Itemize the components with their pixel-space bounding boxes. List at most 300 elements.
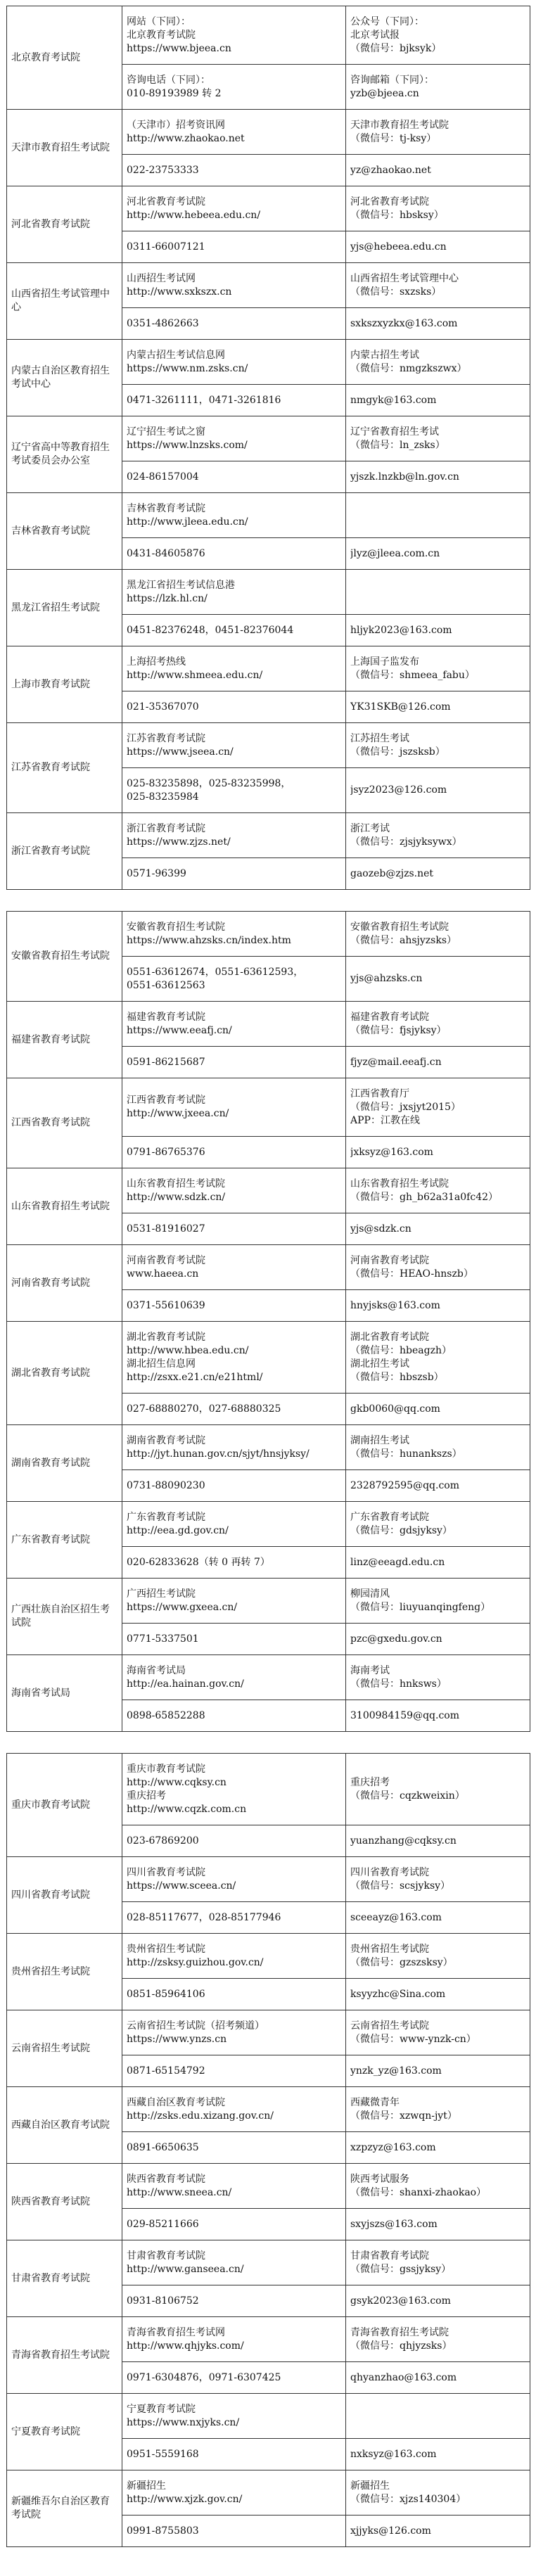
wechat-account-cell-line: 云南省招生考试院	[350, 2020, 429, 2032]
wechat-account-cell-line: APP：江教在线	[350, 1114, 420, 1126]
website-cell-line[interactable]: https://www.nm.zsks.cn/	[127, 362, 248, 374]
website-cell-line[interactable]: http://www.sneea.cn/	[127, 2186, 232, 2198]
institute-name: 青海省教育招生考试院	[7, 2317, 122, 2394]
website-cell[interactable]	[122, 2470, 346, 2516]
phone-cell	[122, 1137, 346, 1168]
website-cell-line[interactable]: 青海省教育招生考试网	[127, 2326, 225, 2338]
website-cell-line[interactable]: http://www.hebeea.edu.cn/	[127, 209, 261, 221]
website-cell-line[interactable]: http://www.cqksy.cn	[127, 1776, 226, 1788]
website-cell-line[interactable]: 湖北省教育考试院	[127, 1331, 205, 1343]
wechat-account-cell-line: 湖北省教育考试院	[350, 1331, 429, 1343]
website-cell-line[interactable]: http://www.sdzk.cn/	[127, 1191, 226, 1203]
table-row	[7, 2164, 530, 2209]
website-cell-line[interactable]: 四川省教育考试院	[127, 1866, 205, 1878]
email-cell[interactable]	[346, 538, 530, 570]
wechat-account-cell-line: （微信号：ln_zsks）	[350, 439, 445, 451]
wechat-account-cell-line: 甘肃省教育考试院	[350, 2250, 429, 2262]
website-cell-line[interactable]: 贵州省招生考试院	[127, 1943, 205, 1955]
wechat-account-cell-line: 辽宁省教育招生考试	[350, 426, 439, 438]
website-cell-line[interactable]: http://www.jxeea.cn/	[127, 1108, 229, 1119]
wechat-account-cell	[346, 1655, 530, 1700]
website-cell-line[interactable]: 上海招考热线	[127, 656, 186, 668]
institute-name: 广西壮族自治区招生考试院	[7, 1579, 122, 1655]
website-cell-line[interactable]: 西藏自治区教育考试院	[127, 2096, 225, 2108]
table-row	[7, 1579, 530, 1624]
email-cell[interactable]	[346, 2132, 530, 2164]
website-cell-line[interactable]: 内蒙古招生考试信息网	[127, 349, 225, 361]
website-cell-line[interactable]: https://www.gxeea.cn/	[127, 1601, 238, 1613]
email-cell-line[interactable]: yuanzhang@cqksy.cn	[350, 1835, 457, 1847]
email-cell[interactable]	[346, 1047, 530, 1078]
phone-cell-line: 0871-65154792	[127, 2065, 205, 2077]
wechat-account-cell	[346, 2317, 530, 2362]
website-cell[interactable]	[122, 723, 346, 768]
email-cell-line[interactable]: jxksyz@163.com	[350, 1146, 433, 1158]
email-cell-line[interactable]: nxksyz@163.com	[350, 2448, 437, 2460]
table-row	[7, 912, 530, 957]
website-cell[interactable]	[122, 912, 346, 957]
phone-cell	[122, 385, 346, 416]
table-row	[7, 1502, 530, 1547]
website-cell-line[interactable]: 重庆招考	[127, 1790, 166, 1802]
phone-cell-line: 0351-4862663	[127, 317, 199, 329]
email-cell[interactable]	[346, 2055, 530, 2087]
email-cell-line[interactable]: 2328792595@qq.com	[350, 1479, 459, 1491]
website-cell-line[interactable]: 辽宁招生考试之窗	[127, 426, 205, 438]
website-cell-line[interactable]: http://www.shmeea.edu.cn/	[127, 669, 263, 681]
website-cell[interactable]	[122, 1754, 346, 1825]
wechat-account-cell	[346, 263, 530, 308]
email-cell-line[interactable]: fjyz@mail.eeafj.cn	[350, 1056, 442, 1068]
website-cell-line[interactable]: 湖北招生信息网	[127, 1358, 196, 1370]
website-cell-line[interactable]: 江苏省教育考试院	[127, 732, 205, 744]
website-cell-line[interactable]: 北京教育考试院	[127, 29, 196, 41]
phone-cell-line: 023-67869200	[127, 1835, 199, 1847]
website-cell[interactable]	[122, 263, 346, 308]
wechat-account-cell	[346, 1857, 530, 1902]
email-cell-line[interactable]: sxyjszs@163.com	[350, 2218, 438, 2230]
phone-cell	[122, 538, 346, 570]
phone-cell	[122, 2209, 346, 2240]
website-cell-line[interactable]: http://eea.gd.gov.cn/	[127, 1524, 229, 1536]
institute-name: 安徽省教育招生考试院	[7, 912, 122, 1002]
email-cell-line[interactable]: yz@zhaokao.net	[350, 164, 431, 176]
email-cell[interactable]	[346, 1902, 530, 1934]
wechat-account-cell	[346, 186, 530, 231]
wechat-account-cell	[346, 416, 530, 461]
website-cell[interactable]	[122, 493, 346, 538]
email-cell[interactable]	[346, 385, 530, 416]
website-cell-line[interactable]: 陕西省教育考试院	[127, 2173, 205, 2185]
email-cell[interactable]	[346, 1394, 530, 1425]
table-row	[7, 813, 530, 858]
table-row	[7, 110, 530, 155]
phone-cell	[122, 615, 346, 646]
directory-table	[6, 1753, 530, 2547]
website-cell-line[interactable]: 宁夏教育考试院	[127, 2403, 196, 2415]
wechat-account-cell-line: （微信号：HEAO-hnszb）	[350, 1268, 473, 1280]
website-cell[interactable]	[122, 1322, 346, 1394]
website-cell[interactable]	[122, 2240, 346, 2285]
email-cell[interactable]	[346, 957, 530, 1002]
email-cell[interactable]	[346, 615, 530, 646]
email-cell-line[interactable]: yjs@hebeea.edu.cn	[350, 241, 447, 253]
institute-name: 海南省考试局	[7, 1655, 122, 1732]
wechat-account-cell-line: （微信号：hbszsb）	[350, 1371, 444, 1383]
email-cell[interactable]	[346, 2516, 530, 2547]
institute-name: 湖南省教育考试院	[7, 1425, 122, 1502]
table-row	[7, 2470, 530, 2516]
website-cell[interactable]	[122, 2317, 346, 2362]
table-row	[7, 723, 530, 768]
wechat-account-cell-line: 山西省招生考试管理中心	[350, 272, 459, 284]
table-row	[7, 493, 530, 538]
phone-cell-line: 0971-6304876，0971-6307425	[127, 2371, 281, 2383]
institute-name: 上海市教育考试院	[7, 646, 122, 723]
email-cell-line[interactable]: gsyk2023@163.com	[350, 2295, 451, 2307]
institute-name: 宁夏教育考试院	[7, 2394, 122, 2470]
website-cell-line[interactable]: http://zsxx.e21.cn/e21html/	[127, 1371, 263, 1383]
website-cell-line[interactable]: https://www.sceea.cn/	[127, 1880, 236, 1892]
wechat-account-cell-line: 湖北招生考试	[350, 1358, 409, 1370]
institute-name: 浙江省教育考试院	[7, 813, 122, 890]
wechat-account-cell	[346, 1078, 530, 1137]
wechat-account-cell-line: 贵州省招生考试院	[350, 1943, 429, 1955]
phone-cell-line: 0898-65852288	[127, 1709, 205, 1721]
table-row	[7, 646, 530, 691]
email-cell[interactable]	[346, 2439, 530, 2470]
phone-cell-line: 0531-81916027	[127, 1223, 205, 1235]
website-cell[interactable]	[122, 1168, 346, 1213]
website-cell-line[interactable]: http://jyt.hunan.gov.cn/sjyt/hnsjyksy/	[127, 1448, 310, 1460]
wechat-account-cell	[346, 1425, 530, 1470]
phone-cell	[122, 1825, 346, 1857]
table-row	[7, 340, 530, 385]
phone-cell	[122, 2285, 346, 2317]
website-cell-line[interactable]: http://www.qhjyks.com/	[127, 2340, 244, 2352]
website-cell-line[interactable]: 甘肃省教育考试院	[127, 2250, 205, 2262]
website-cell-line[interactable]: http://www.cqzk.com.cn	[127, 1803, 247, 1815]
phone-cell	[122, 1624, 346, 1655]
email-cell[interactable]	[346, 1979, 530, 2010]
email-cell[interactable]	[346, 1825, 530, 1857]
email-cell-line[interactable]: yjs@ahzsks.cn	[350, 973, 423, 984]
wechat-account-cell-line: 内蒙古招生考试	[350, 349, 419, 361]
website-cell-line[interactable]: 山东省教育招生考试院	[127, 1178, 225, 1190]
email-cell-line[interactable]: xjjyks@126.com	[350, 2525, 431, 2537]
wechat-account-cell	[346, 1245, 530, 1290]
website-cell-line[interactable]: 河北省教育考试院	[127, 196, 205, 208]
phone-cell-line: 0891-6650635	[127, 2141, 199, 2153]
website-cell-line[interactable]: http://www.sxkszx.cn	[127, 286, 232, 298]
phone-cell	[122, 691, 346, 723]
phone-cell	[122, 858, 346, 890]
table-row	[7, 1934, 530, 1979]
email-cell-line[interactable]: YK31SKB@126.com	[350, 701, 451, 713]
email-cell[interactable]	[346, 461, 530, 493]
website-cell[interactable]	[122, 1078, 346, 1137]
website-cell-line[interactable]: https://www.zjzs.net/	[127, 836, 231, 848]
phone-cell-line: 0371-55610639	[127, 1299, 205, 1311]
table-row	[7, 1002, 530, 1047]
phone-cell	[122, 1290, 346, 1322]
website-cell-line[interactable]: http://zsksy.guizhou.gov.cn/	[127, 1956, 264, 1968]
website-cell[interactable]	[122, 1857, 346, 1902]
website-cell[interactable]	[122, 2010, 346, 2055]
wechat-account-cell	[346, 570, 530, 615]
wechat-account-cell-line: （微信号：nmgzkszwx）	[350, 362, 467, 374]
email-cell[interactable]	[346, 1547, 530, 1579]
institute-name: 四川省教育考试院	[7, 1857, 122, 1934]
wechat-account-cell-line: （微信号：qhjyzsks）	[350, 2340, 452, 2352]
table-row	[7, 1857, 530, 1902]
wechat-account-cell-line: 陕西考试服务	[350, 2173, 409, 2185]
email-cell-line[interactable]: 咨询邮箱（下同）：	[350, 74, 434, 86]
institute-name: 辽宁省高中等教育招生考试委员会办公室	[7, 416, 122, 493]
wechat-account-cell	[346, 6, 530, 65]
website-cell[interactable]	[122, 570, 346, 615]
institute-name: 黑龙江省招生考试院	[7, 570, 122, 646]
email-cell[interactable]	[346, 691, 530, 723]
email-cell-line[interactable]: pzc@gxedu.gov.cn	[350, 1633, 442, 1645]
email-cell-line[interactable]: jsyz2023@126.com	[350, 784, 447, 796]
wechat-account-cell	[346, 2164, 530, 2209]
wechat-account-cell-line: 安徽省教育招生考试院	[350, 921, 449, 933]
table-row	[7, 1655, 530, 1700]
table-row	[7, 186, 530, 231]
website-cell-line[interactable]: 湖南省教育考试院	[127, 1434, 205, 1446]
wechat-account-cell-line: 北京考试报	[350, 29, 400, 41]
email-cell-line[interactable]: linz@eeagd.edu.cn	[350, 1556, 445, 1568]
phone-cell-line: 0991-8755803	[127, 2525, 199, 2537]
email-cell[interactable]	[346, 65, 530, 110]
institute-name: 甘肃省教育考试院	[7, 2240, 122, 2317]
phone-cell	[122, 231, 346, 263]
table-row	[7, 570, 530, 615]
website-cell-line[interactable]: https://www.ahzsks.cn/index.htm	[127, 934, 291, 946]
phone-cell	[122, 1979, 346, 2010]
institute-name: 山西省招生考试管理中心	[7, 263, 122, 340]
wechat-account-cell-line: 江西省教育厅	[350, 1088, 409, 1099]
email-cell-line[interactable]: yjs@sdzk.cn	[350, 1223, 411, 1235]
website-cell-line[interactable]: https://www.jseea.cn/	[127, 746, 234, 758]
table-row	[7, 2010, 530, 2055]
table-row	[7, 1754, 530, 1825]
email-cell[interactable]	[346, 858, 530, 890]
wechat-account-cell-line: 上海国子监发布	[350, 656, 419, 668]
email-cell-line[interactable]: nmgyk@163.com	[350, 394, 437, 406]
institute-name: 重庆市教育考试院	[7, 1754, 122, 1857]
website-cell-line[interactable]: 网站（下同）：	[127, 15, 191, 27]
website-cell-line[interactable]: 新疆招生	[127, 2480, 166, 2492]
wechat-account-cell-line: （微信号：hbeagzh）	[350, 1344, 452, 1356]
phone-cell	[122, 155, 346, 186]
email-cell-line[interactable]: hljyk2023@163.com	[350, 624, 452, 636]
website-cell-line[interactable]: http://www.zhaokao.net	[127, 132, 245, 144]
email-cell-line[interactable]: sceeayz@163.com	[350, 1911, 442, 1923]
phone-cell	[122, 1700, 346, 1732]
table-row	[7, 2394, 530, 2439]
institute-name: 福建省教育考试院	[7, 1002, 122, 1078]
website-cell-line[interactable]: 重庆市教育考试院	[127, 1763, 205, 1775]
website-cell[interactable]	[122, 416, 346, 461]
wechat-account-cell	[346, 110, 530, 155]
website-cell-line[interactable]: 广西招生考试院	[127, 1588, 196, 1600]
website-cell-line[interactable]: http://www.hbea.edu.cn/	[127, 1344, 249, 1356]
email-cell-line[interactable]: yjszk.lnzkb@ln.gov.cn	[350, 471, 459, 483]
email-cell[interactable]	[346, 1213, 530, 1245]
wechat-account-cell-line: （微信号：fjsjyksy）	[350, 1024, 447, 1036]
wechat-account-cell	[346, 912, 530, 957]
website-cell-line[interactable]: https://www.eeafj.cn/	[127, 1024, 232, 1036]
section-gap	[0, 890, 536, 911]
website-cell[interactable]	[122, 2164, 346, 2209]
website-cell[interactable]	[122, 813, 346, 858]
website-cell[interactable]	[122, 2087, 346, 2132]
website-cell-line[interactable]: 福建省教育考试院	[127, 1011, 205, 1023]
email-cell-line[interactable]: ksyyzhc@Sina.com	[350, 1988, 446, 2000]
table-row	[7, 1168, 530, 1213]
email-cell[interactable]	[346, 308, 530, 340]
email-cell[interactable]	[346, 231, 530, 263]
website-cell-line[interactable]: http://www.xjzk.gov.cn/	[127, 2493, 243, 2505]
website-cell-line[interactable]: http://ea.hainan.gov.cn/	[127, 1678, 244, 1690]
phone-cell	[122, 1213, 346, 1245]
wechat-account-cell	[346, 2010, 530, 2055]
phone-cell-line: 0591-86215687	[127, 1056, 205, 1068]
website-cell-line[interactable]: 江西省教育考试院	[127, 1095, 205, 1106]
email-cell[interactable]	[346, 768, 530, 813]
email-cell-line[interactable]: xzpzyz@163.com	[350, 2141, 436, 2153]
wechat-account-cell-line: 西藏微青年	[350, 2096, 400, 2108]
wechat-account-cell-line: 四川省教育考试院	[350, 1866, 429, 1878]
institute-name: 陕西省教育考试院	[7, 2164, 122, 2240]
website-cell[interactable]	[122, 110, 346, 155]
wechat-account-cell-line: 青海省教育招生考试院	[350, 2326, 449, 2338]
wechat-account-cell-line: （微信号：sxzsks）	[350, 286, 442, 298]
phone-cell-line: 025-83235898，025-83235998，	[127, 777, 291, 789]
website-cell-line[interactable]: http://www.jleea.edu.cn/	[127, 516, 248, 528]
website-cell[interactable]	[122, 646, 346, 691]
website-cell-line[interactable]: http://www.ganseea.cn/	[127, 2263, 244, 2275]
email-cell[interactable]	[346, 155, 530, 186]
wechat-account-cell	[346, 1002, 530, 1047]
phone-cell-line: 0311-66007121	[127, 241, 205, 253]
institute-name: 新疆维吾尔自治区教育考试院	[7, 2470, 122, 2547]
email-cell-line[interactable]: jlyz@jleea.com.cn	[350, 547, 440, 559]
email-cell-line[interactable]: yzb@bjeea.cn	[350, 87, 419, 99]
institute-name: 山东省教育招生考试院	[7, 1168, 122, 1245]
phone-cell	[122, 2132, 346, 2164]
email-cell[interactable]	[346, 1470, 530, 1502]
table-row	[7, 416, 530, 461]
wechat-account-cell	[346, 723, 530, 768]
wechat-account-cell-line: 江苏招生考试	[350, 732, 409, 744]
wechat-account-cell	[346, 1168, 530, 1213]
website-cell-line[interactable]: 安徽省教育招生考试院	[127, 921, 225, 933]
website-cell-line[interactable]: 河南省教育考试院	[127, 1254, 205, 1266]
wechat-account-cell-line: 重庆招考	[350, 1776, 390, 1788]
phone-cell-line: 022-23753333	[127, 164, 199, 176]
website-cell-line[interactable]: www.haeea.cn	[127, 1268, 199, 1280]
table-row	[7, 1322, 530, 1394]
website-cell-line[interactable]: （天津市）招考资讯网	[127, 119, 225, 131]
wechat-account-cell-line: （微信号：cqzkweixin）	[350, 1790, 465, 1802]
email-cell[interactable]	[346, 1624, 530, 1655]
phone-cell-line: 0551-63612563	[127, 979, 205, 991]
wechat-account-cell-line: （微信号：jszsksb）	[350, 746, 445, 758]
email-cell-line[interactable]: hnyjsks@163.com	[350, 1299, 440, 1311]
website-cell-line[interactable]: http://zsks.edu.xizang.gov.cn/	[127, 2110, 274, 2122]
phone-cell-line: 020-62833628（转 0 再转 7）	[127, 1556, 270, 1568]
table-row	[7, 2087, 530, 2132]
email-cell-line[interactable]: ynzk_yz@163.com	[350, 2065, 442, 2077]
website-cell-line[interactable]: 黑龙江省招生考试信息港	[127, 579, 235, 591]
email-cell[interactable]	[346, 2209, 530, 2240]
phone-cell-line: 0451-82376248，0451-82376044	[127, 624, 294, 636]
website-cell[interactable]	[122, 1655, 346, 1700]
table-row	[7, 263, 530, 308]
phone-cell-line: 0931-8106752	[127, 2295, 199, 2307]
website-cell[interactable]	[122, 186, 346, 231]
website-cell[interactable]	[122, 340, 346, 385]
website-cell-line[interactable]: 浙江省教育考试院	[127, 822, 205, 834]
email-cell[interactable]	[346, 1700, 530, 1732]
wechat-account-cell-line: （微信号：www-ynzk-cn）	[350, 2033, 476, 2045]
phone-cell	[122, 2055, 346, 2087]
website-cell[interactable]	[122, 1002, 346, 1047]
website-cell-line[interactable]: 海南省考试局	[127, 1664, 186, 1676]
website-cell-line[interactable]: https://www.lnzsks.com/	[127, 439, 248, 451]
website-cell[interactable]	[122, 1502, 346, 1547]
phone-cell-line: 0571-96399	[127, 867, 186, 879]
website-cell-line[interactable]: 山西招生考试网	[127, 272, 196, 284]
phone-cell-line: 0471-3261111，0471-3261816	[127, 394, 281, 406]
website-cell[interactable]	[122, 2394, 346, 2439]
wechat-account-cell-line: （微信号：hbsksy）	[350, 209, 444, 221]
website-cell-line[interactable]: 吉林省教育考试院	[127, 502, 205, 514]
website-cell-line[interactable]: https://www.ynzs.cn	[127, 2033, 227, 2045]
phone-cell-line: 0771-5337501	[127, 1633, 199, 1645]
wechat-account-cell-line: 公众号（下同）：	[350, 15, 424, 27]
website-cell[interactable]	[122, 6, 346, 65]
website-cell[interactable]	[122, 1579, 346, 1624]
email-cell-line[interactable]: gkb0060@qq.com	[350, 1403, 440, 1415]
institute-name: 贵州省招生考试院	[7, 1934, 122, 2010]
email-cell[interactable]	[346, 2362, 530, 2394]
website-cell[interactable]	[122, 1934, 346, 1979]
email-cell[interactable]	[346, 1290, 530, 1322]
website-cell-line[interactable]: https://www.bjeea.cn	[127, 42, 231, 54]
phone-cell-line: 0431-84605876	[127, 547, 205, 559]
email-cell-line[interactable]: 3100984159@qq.com	[350, 1709, 459, 1721]
email-cell-line[interactable]: sxkszxyzkx@163.com	[350, 317, 458, 329]
website-cell[interactable]	[122, 1245, 346, 1290]
phone-cell-line: 024-86157004	[127, 471, 199, 483]
table-row	[7, 1245, 530, 1290]
website-cell-line[interactable]: 广东省教育考试院	[127, 1511, 205, 1523]
email-cell-line[interactable]: gaozeb@zjzs.net	[350, 867, 434, 879]
email-cell[interactable]	[346, 2285, 530, 2317]
website-cell[interactable]	[122, 1425, 346, 1470]
email-cell[interactable]	[346, 1137, 530, 1168]
phone-cell-line: 0951-5559168	[127, 2448, 199, 2460]
website-cell-line[interactable]: https://lzk.hl.cn/	[127, 592, 208, 604]
wechat-account-cell	[346, 646, 530, 691]
website-cell-line[interactable]: https://www.nxjyks.cn/	[127, 2416, 240, 2428]
email-cell-line[interactable]: qhyanzhao@163.com	[350, 2371, 457, 2383]
website-cell-line[interactable]: 云南省招生考试院（招考频道）	[127, 2020, 264, 2032]
